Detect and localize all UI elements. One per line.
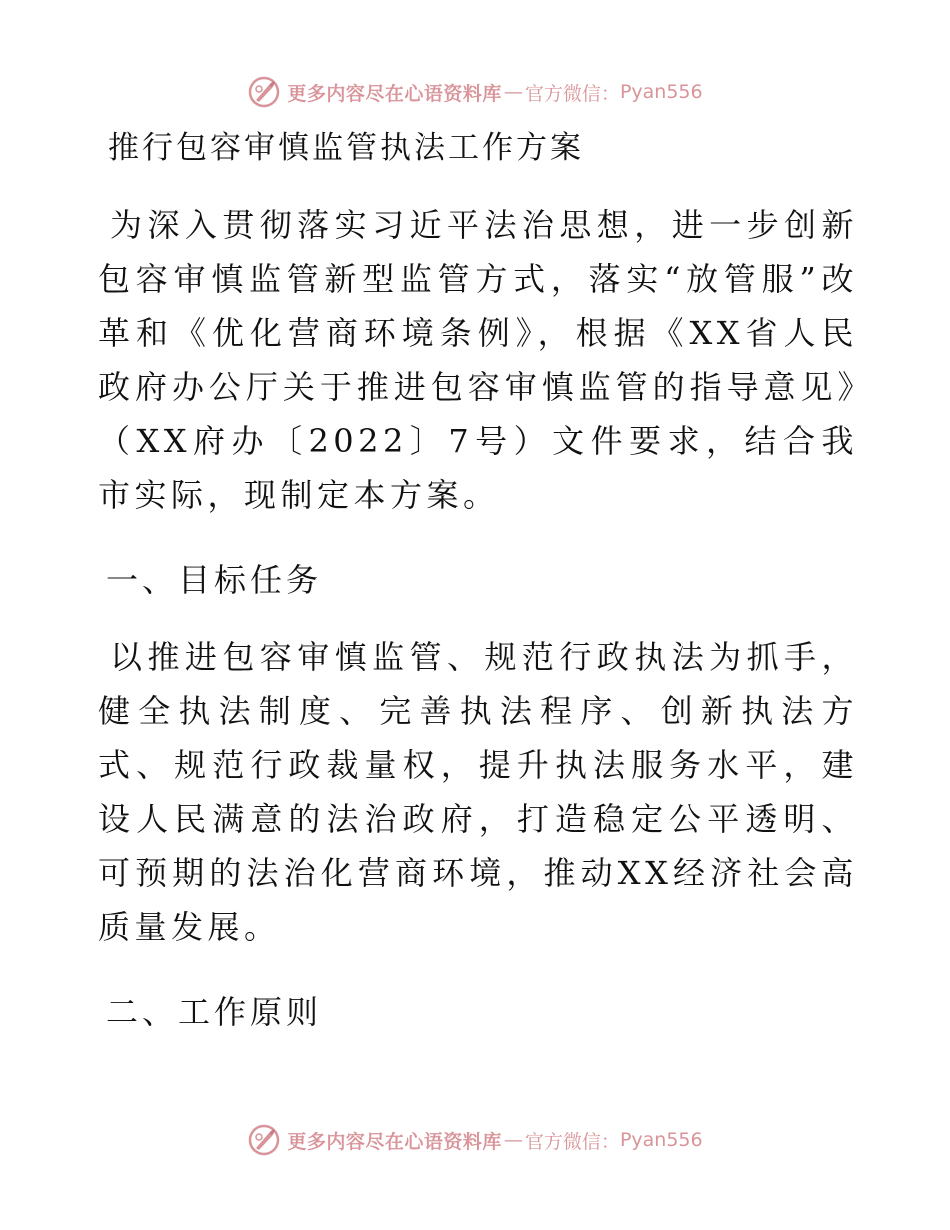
watermark-text: 更多内容尽在心语资料库 [287, 82, 502, 105]
document-title: 推行包容审慎监管执法工作方案 [108, 130, 584, 166]
document-body [98, 122, 858, 1038]
watermark-wechat-id: Pyan556 [619, 1129, 703, 1151]
intro-paragraph: 为深入贯彻落实习近平法治思想，进一步创新包容审慎监管新型监管方式，落实“放管服”改革和《优化营商环境条例》，根据《XX省人民政府办公厅关于推进包容审慎监管的指导意见》（XX府办〔2022〕7号）文件要求，结合我市实际，现制定本方案。 [98, 206, 858, 514]
section-heading-goals: 一、目标任务 [106, 561, 323, 599]
watermark-wechat-label: 官方微信： [524, 1130, 620, 1153]
pen-logo-icon [247, 1123, 281, 1157]
watermark-wechat-label: 官方微信： [524, 82, 620, 105]
section-goals-paragraph: 以推进包容审慎监管、规范行政执法为抓手，健全执法制度、完善执法程序、创新执法方式、规范行政裁量权，提升执法服务水平，建设人民满意的法治政府，打造稳定公平透明、可预期的法治化营商环境，推动XX经济社会高质量发展。 [98, 638, 858, 946]
footer-watermark [0, 1120, 950, 1160]
pen-logo-icon [247, 75, 281, 109]
header-watermark [0, 72, 950, 112]
watermark-separator: — [503, 1129, 523, 1151]
watermark-wechat-id: Pyan556 [619, 81, 703, 103]
section-heading-principles: 二、工作原则 [106, 993, 323, 1031]
watermark-text: 更多内容尽在心语资料库 [287, 1130, 502, 1153]
watermark-separator: — [503, 81, 523, 103]
